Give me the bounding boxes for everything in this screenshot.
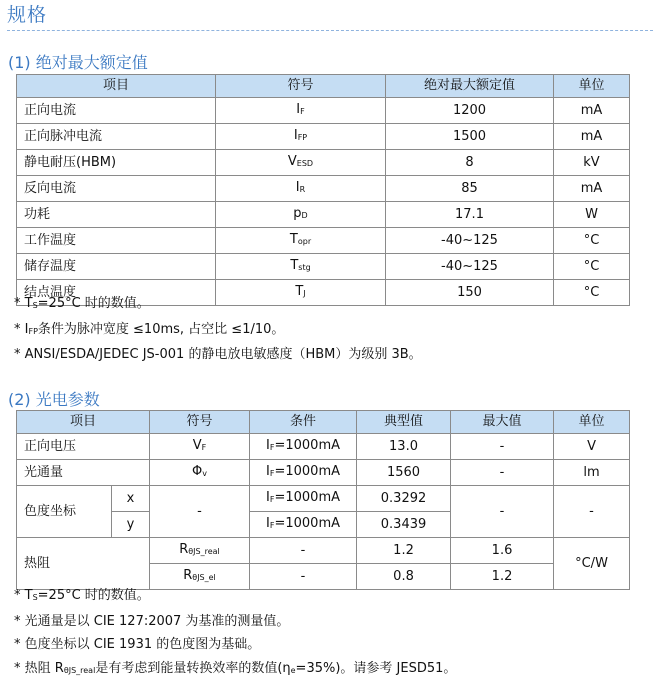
note-text: * T — [14, 588, 33, 603]
symbol-sub: F — [300, 107, 305, 116]
symbol-sub: opr — [297, 237, 312, 246]
note-line — [14, 343, 422, 367]
cond-main: I — [266, 438, 270, 453]
cell-max: 1.2 — [451, 564, 554, 590]
symbol-main: V — [287, 154, 297, 169]
cell-typical: 0.3292 — [357, 486, 451, 512]
cell-condition: - — [250, 538, 357, 564]
note-sub: S — [32, 301, 38, 310]
cell-condition — [250, 434, 357, 460]
note-sub: S — [32, 593, 38, 602]
optoelectronic-table — [16, 410, 630, 590]
cond-sub: F — [269, 495, 275, 504]
note-line — [14, 633, 456, 657]
cond-sub: F — [269, 469, 275, 478]
cell-item: 功耗 — [17, 202, 216, 228]
cell-unit: lm — [554, 460, 630, 486]
note-sub: FP — [28, 326, 38, 336]
cell-coord-label: y — [112, 512, 150, 538]
note-text: * ANSI/ESDA/JEDEC JS-001 的静电放电敏感度（HBM）为级别 3B。 — [14, 347, 422, 362]
cell-max: 1.6 — [451, 538, 554, 564]
title-divider — [7, 30, 653, 31]
cell-symbol — [216, 98, 386, 124]
symbol-main: T — [290, 258, 299, 273]
cell-unit: °C/W — [554, 538, 630, 590]
cond-main: I — [266, 464, 270, 479]
note-text: * I — [14, 321, 29, 337]
absolute-max-notes — [14, 292, 422, 367]
cell-condition — [250, 486, 357, 512]
cell-symbol: - — [150, 486, 250, 538]
note-text: * 色度坐标以 CIE 1931 的色度图为基础。 — [14, 637, 261, 652]
cell-condition: - — [250, 564, 357, 590]
cell-condition — [250, 512, 357, 538]
cell-item: 正向电流 — [17, 98, 216, 124]
page-title: 规格 — [7, 4, 48, 26]
cell-unit: kV — [554, 150, 630, 176]
table-row — [17, 434, 630, 460]
cell-rating: 8 — [386, 150, 554, 176]
header-typical: 典型值 — [357, 411, 451, 434]
cell-symbol — [150, 460, 250, 486]
table-row — [17, 460, 630, 486]
symbol-sub: D — [301, 211, 308, 220]
header-rating: 绝对最大额定值 — [386, 75, 554, 98]
header-condition: 条件 — [250, 411, 357, 434]
cell-item: 热阻 — [17, 538, 150, 590]
cell-unit: mA — [554, 124, 630, 150]
cell-item: 正向脉冲电流 — [17, 124, 216, 150]
cell-unit: W — [554, 202, 630, 228]
section-title-absolute-max: (1) 绝对最大额定值 — [8, 53, 148, 72]
header-item: 项目 — [17, 75, 216, 98]
cell-symbol — [216, 202, 386, 228]
cell-symbol — [216, 150, 386, 176]
cell-item: 色度坐标 — [17, 486, 112, 538]
cell-unit: mA — [554, 98, 630, 124]
symbol-main: p — [293, 206, 302, 221]
header-unit: 单位 — [554, 411, 630, 434]
note-sub: θJS_real — [63, 665, 96, 675]
absolute-max-table — [16, 74, 630, 306]
table-row — [17, 124, 630, 150]
note-text: * 光通量是以 CIE 127:2007 为基准的测量值。 — [14, 613, 290, 629]
symbol-sub: stg — [298, 263, 311, 272]
cond-value: =1000mA — [274, 516, 341, 531]
cell-unit: °C — [554, 228, 630, 254]
cond-value: =1000mA — [274, 438, 341, 453]
cell-unit: °C — [554, 254, 630, 280]
note-line — [14, 657, 456, 682]
symbol-main: T — [295, 284, 304, 299]
symbol-main: I — [295, 180, 300, 195]
cond-sub: F — [269, 443, 275, 452]
note-text: * T — [14, 296, 33, 311]
table-row — [17, 202, 630, 228]
cell-item: 工作温度 — [17, 228, 216, 254]
note-line — [14, 584, 456, 610]
note-sub: e — [290, 665, 296, 675]
symbol-main: I — [296, 102, 301, 117]
table-row — [17, 98, 630, 124]
cell-rating: -40~125 — [386, 254, 554, 280]
symbol-sub: F — [201, 443, 207, 452]
cell-max: - — [451, 460, 554, 486]
note-line — [14, 318, 422, 344]
cell-item: 储存温度 — [17, 254, 216, 280]
symbol-sub: θJS_el — [192, 573, 216, 582]
note-text: =25°C 时的数值。 — [37, 296, 150, 311]
cell-rating: 17.1 — [386, 202, 554, 228]
section-title-optoelectronic: (2) 光电参数 — [8, 390, 100, 409]
table-row — [17, 486, 630, 512]
symbol-sub: R — [299, 185, 306, 194]
cell-item: 静电耐压(HBM) — [17, 150, 216, 176]
cell-typical: 1560 — [357, 460, 451, 486]
note-line — [14, 292, 422, 318]
cell-typical: 0.8 — [357, 564, 451, 590]
header-max: 最大值 — [451, 411, 554, 434]
cell-condition — [250, 460, 357, 486]
note-line — [14, 610, 456, 634]
note-text: 条件为脉冲宽度 ≤10ms, 占空比 ≤1/10。 — [37, 321, 285, 337]
cell-max: - — [451, 434, 554, 460]
table-header-row — [17, 75, 630, 98]
cell-symbol — [216, 124, 386, 150]
header-symbol: 符号 — [150, 411, 250, 434]
cell-symbol — [216, 254, 386, 280]
symbol-main: V — [192, 438, 202, 453]
cell-rating: 150 — [386, 280, 554, 306]
table-row — [17, 538, 630, 564]
cell-symbol — [216, 176, 386, 202]
cell-symbol — [150, 434, 250, 460]
symbol-sub: J — [303, 289, 306, 298]
symbol-main: R — [179, 542, 189, 557]
cell-coord-label: x — [112, 486, 150, 512]
symbol-sub: θJS_real — [188, 547, 220, 556]
cell-unit: mA — [554, 176, 630, 202]
cell-item: 结点温度 — [17, 280, 216, 306]
cell-rating: 1200 — [386, 98, 554, 124]
cond-value: =1000mA — [274, 464, 341, 479]
table-row — [17, 176, 630, 202]
note-text: =25°C 时的数值。 — [37, 588, 150, 603]
cond-main: I — [266, 490, 270, 505]
note-text: * 热阻 R — [14, 660, 64, 676]
cell-item: 正向电压 — [17, 434, 150, 460]
cond-value: =1000mA — [274, 490, 341, 505]
symbol-sub: FP — [297, 133, 308, 142]
cond-main: I — [266, 516, 270, 531]
table-row — [17, 150, 630, 176]
header-item: 项目 — [17, 411, 150, 434]
cell-item: 反向电流 — [17, 176, 216, 202]
symbol-main: I — [293, 128, 298, 143]
symbol-main: R — [183, 568, 193, 583]
header-symbol: 符号 — [216, 75, 386, 98]
cell-unit: °C — [554, 280, 630, 306]
table-header-row — [17, 411, 630, 434]
cond-sub: F — [269, 521, 275, 530]
optoelectronic-notes — [14, 584, 456, 682]
cell-typical: 0.3439 — [357, 512, 451, 538]
symbol-sub: v — [202, 469, 207, 478]
note-text: =35%)。请参考 JESD51。 — [295, 660, 457, 676]
cell-rating: -40~125 — [386, 228, 554, 254]
note-text: 是有考虑到能量转换效率的数值(η — [95, 660, 291, 676]
cell-unit: V — [554, 434, 630, 460]
symbol-main: Φ — [192, 464, 203, 479]
table-row — [17, 228, 630, 254]
cell-max: - — [451, 486, 554, 538]
symbol-sub: ESD — [296, 159, 314, 168]
cell-unit: - — [554, 486, 630, 538]
cell-typical: 1.2 — [357, 538, 451, 564]
cell-rating: 85 — [386, 176, 554, 202]
cell-symbol — [150, 538, 250, 564]
cell-item: 光通量 — [17, 460, 150, 486]
table-row — [17, 254, 630, 280]
cell-symbol — [216, 228, 386, 254]
symbol-main: T — [289, 232, 298, 247]
header-unit: 单位 — [554, 75, 630, 98]
cell-rating: 1500 — [386, 124, 554, 150]
cell-typical: 13.0 — [357, 434, 451, 460]
